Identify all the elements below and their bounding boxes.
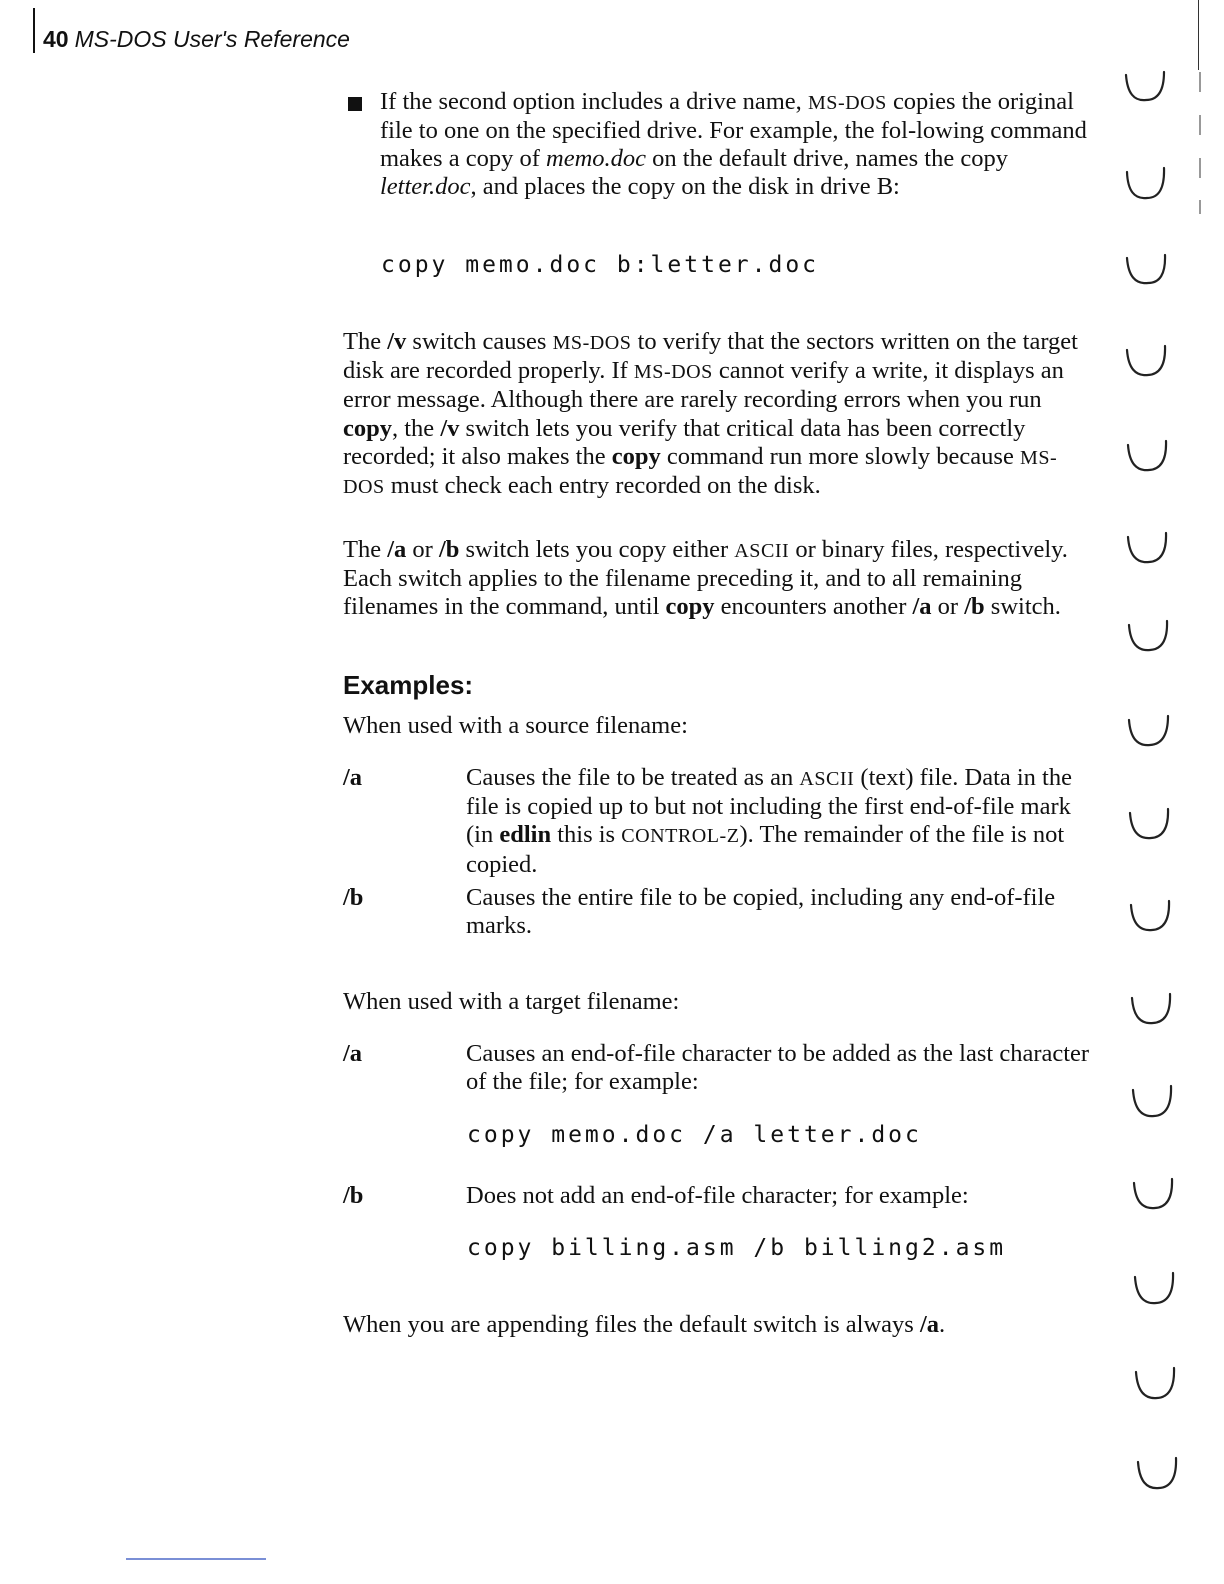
closing-sentence: When you are appending files the default switch is always /a. — [343, 1311, 946, 1338]
target-intro: When used with a target filename: — [343, 988, 680, 1015]
binding-hole-icon — [1127, 255, 1165, 283]
binding-hole-icon — [1126, 72, 1164, 100]
code-example-target-b: copy billing.asm /b billing2.asm — [467, 1235, 1007, 1261]
source-b-description: Causes the entire file to be copied, including any end-of-file marks. — [466, 884, 1056, 940]
code-example-target-a: copy memo.doc /a letter.doc — [467, 1122, 922, 1148]
binding-hole-icon — [1127, 346, 1165, 375]
book-title: MS-DOS User's Reference — [74, 26, 350, 52]
binding-hole-icon — [1129, 621, 1167, 650]
bullet-square-icon — [348, 97, 362, 111]
source-intro: When used with a source filename: — [343, 712, 688, 739]
source-a-term: /a — [343, 764, 363, 791]
ascii-binary-paragraph: The /a or /b switch lets you copy either ASCII or binary files, respectively. Each switch applies to the filename preceding it, and to all remaining filenames in the command, until copy encounters another /a or /b switch. — [343, 536, 1068, 621]
running-header — [33, 8, 350, 53]
binding-hole-icon — [1128, 533, 1166, 562]
source-b-term: /b — [343, 884, 364, 911]
binding-hole-icon — [1129, 716, 1168, 745]
bullet-text: If the second option includes a drive name, MS-DOS copies the original file to one on the specified drive. For example, the fol-lowing command makes a copy of memo.doc on the default drive, names the copy letter.doc, and places the copy on the disk in drive B: — [380, 88, 1087, 200]
binding-hole-icon — [1135, 1273, 1173, 1303]
spiral-binding-holes — [1118, 0, 1218, 1584]
target-b-term: /b — [343, 1182, 364, 1209]
source-a-description: Causes the file to be treated as an ASCII (text) file. Data in the file is copied up to but not including the first end-of-file mark (in edlin this is CONTROL-Z). The remainder of the file is not copied. — [466, 764, 1072, 878]
bullet-drive-option — [348, 88, 1098, 201]
binding-hole-icon — [1136, 1368, 1174, 1398]
binding-hole-icon — [1128, 441, 1166, 470]
binding-hole-icon — [1130, 809, 1168, 838]
binding-hole-icon — [1138, 1458, 1176, 1488]
target-a-description: Causes an end-of-file character to be added as the last character of the file; for example: — [466, 1040, 1090, 1096]
code-example-drive: copy memo.doc b:letter.doc — [381, 252, 820, 278]
binding-hole-icon — [1134, 1179, 1172, 1208]
binding-hole-icon — [1133, 1086, 1171, 1116]
footer-rule — [126, 1558, 266, 1560]
target-b-description: Does not add an end-of-file character; for example: — [466, 1182, 969, 1209]
target-a-term: /a — [343, 1040, 363, 1067]
binding-hole-icon — [1132, 994, 1170, 1023]
binding-hole-icon — [1127, 168, 1164, 198]
binding-hole-icon — [1131, 901, 1169, 930]
page-number: 40 — [43, 26, 69, 52]
examples-heading: Examples: — [343, 670, 474, 700]
verify-switch-paragraph: The /v switch causes MS-DOS to verify that the sectors written on the target disk are recorded properly. If MS-DOS cannot verify a write, it displays an error message. Although there are rarely recording errors when you run copy, the /v switch lets you verify that critical data has been correctly recorded; it also makes the copy command run more slowly because MS-DOS must check each entry recorded on the disk. — [343, 328, 1078, 500]
